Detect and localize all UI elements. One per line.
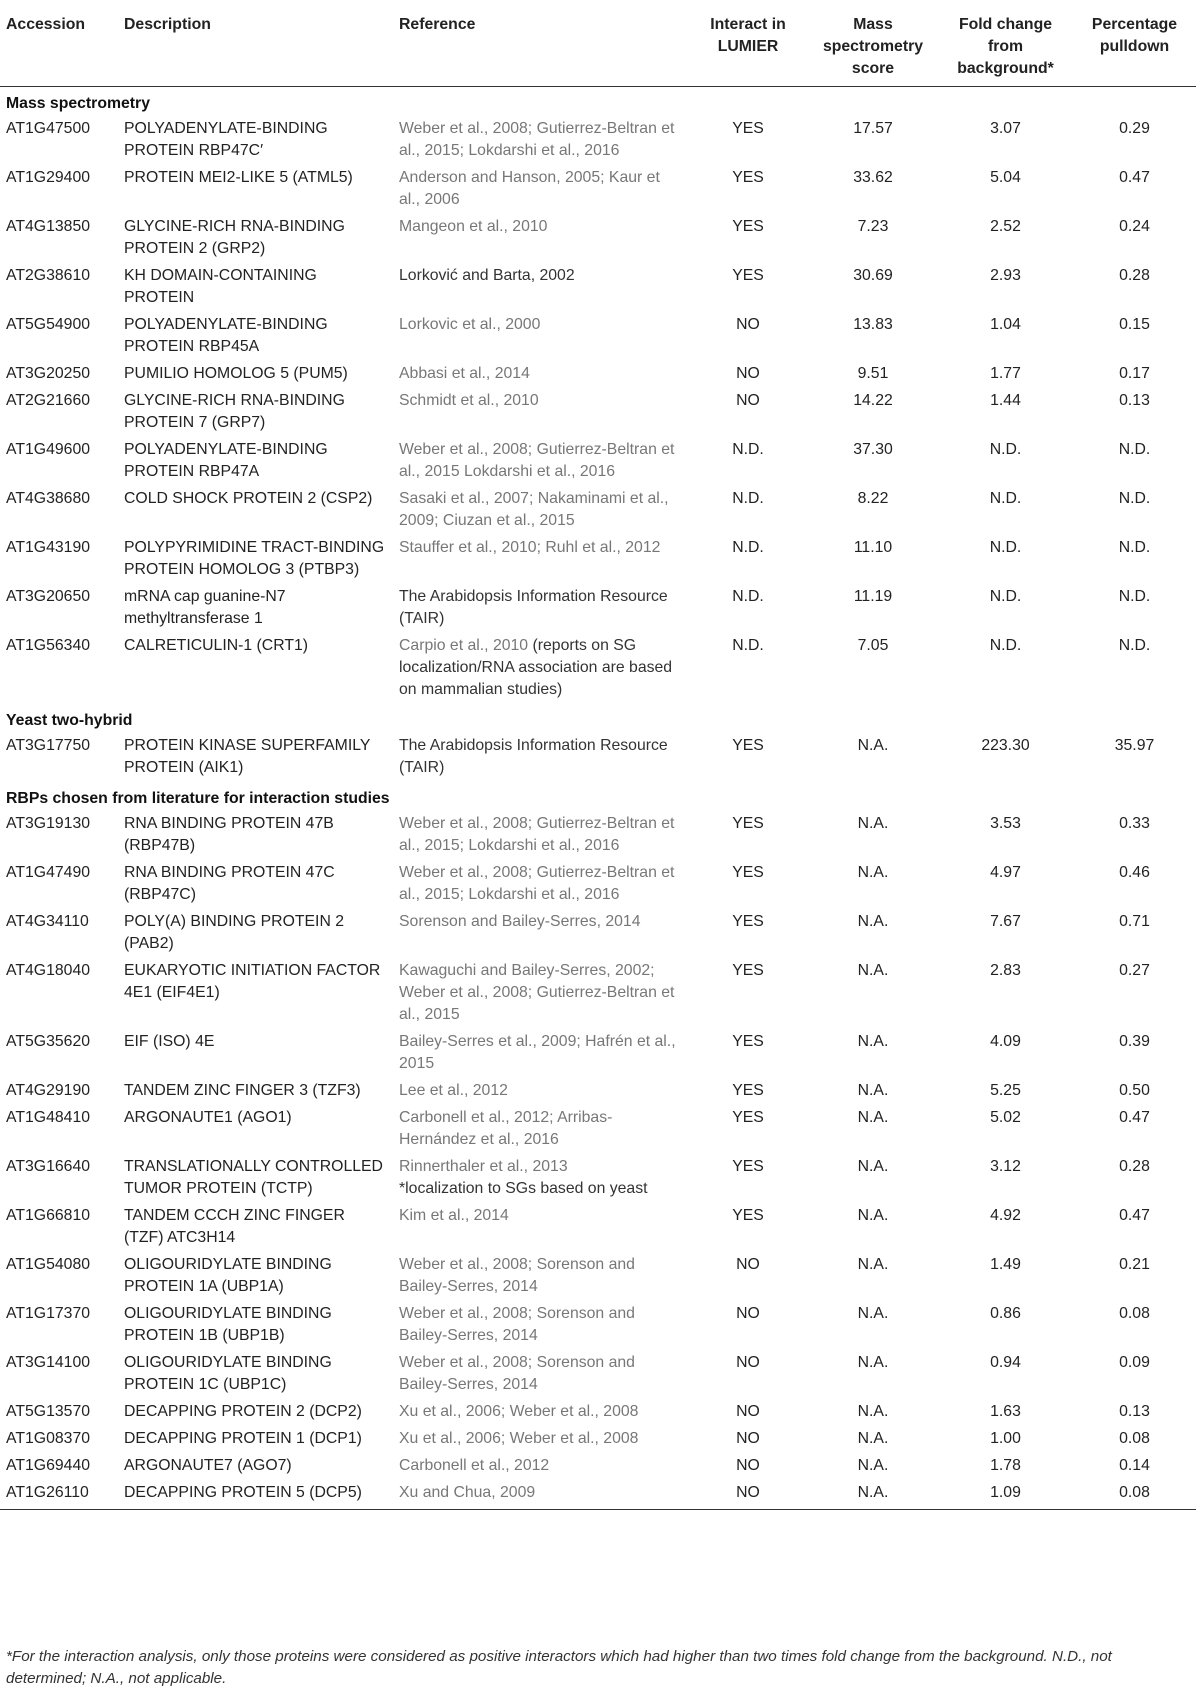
lumier-cell: YES [732,169,764,186]
section-header-row [0,704,1196,733]
accession-cell: AT1G56340 [6,637,91,654]
table-row [0,633,1196,704]
fold-change-cell: 4.97 [990,864,1021,881]
reference-cell [393,361,688,388]
fold-change-cell: N.D. [989,637,1022,654]
percentage-cell: 0.33 [1119,815,1150,832]
description-cell: PUMILIO HOMOLOG 5 (PUM5) [124,365,348,382]
percentage-cell: 0.08 [1119,1305,1150,1322]
description-cell: TANDEM ZINC FINGER 3 (TZF3) [124,1082,361,1099]
ms-score-cell: 11.19 [853,588,893,605]
fold-change-cell: 1.00 [990,1430,1021,1447]
fold-change-cell: 1.09 [938,1480,1073,1510]
percentage-cell: N.D. [1118,588,1151,605]
ms-score-cell: 11.10 [853,539,893,556]
description-cell: ARGONAUTE7 (AGO7) [124,1457,292,1474]
reference-text: Kawaguchi and Bailey-Serres, 2002; Weber et al., 2008; Gutierrez-Beltran et al., 2015 [399,962,675,1023]
lumier-cell: YES [732,1109,764,1126]
accession-cell: AT4G18040 [6,962,91,979]
reference-text: Carpio et al., 2010 [399,637,529,654]
reference-text: Weber et al., 2008; Gutierrez-Beltran et al., 2015; Lokdarshi et al., 2016 [399,864,675,903]
reference-cell [393,1029,688,1078]
fold-change-cell: 4.92 [990,1207,1021,1224]
ms-score-cell: N.A. [857,1033,889,1050]
fold-change-cell: 3.07 [990,120,1021,137]
table-row [0,811,1196,860]
lumier-cell: YES [732,120,764,137]
table-row [0,1252,1196,1301]
percentage-cell: 0.29 [1119,120,1150,137]
description-cell: POLYADENYLATE-BINDING PROTEIN RBP47C′ [124,120,328,159]
fold-change-cell: N.D. [989,539,1022,556]
percentage-cell: 0.27 [1119,962,1150,979]
percentage-cell: N.D. [1118,539,1151,556]
accession-cell: AT1G47490 [6,864,91,881]
table-row [0,437,1196,486]
lumier-cell: YES [732,1033,764,1050]
fold-change-cell: 1.44 [990,392,1021,409]
accession-cell: AT5G35620 [6,1033,91,1050]
description-cell: CALRETICULIN-1 (CRT1) [124,637,309,654]
reference-cell [393,958,688,1029]
reference-text: Weber et al., 2008; Sorenson and Bailey-Serres, 2014 [399,1305,635,1344]
reference-text: Mangeon et al., 2010 [399,218,548,235]
section-title: Yeast two-hybrid [6,712,133,729]
fold-change-cell: 2.93 [990,267,1021,284]
ms-score-cell: 7.23 [857,218,889,235]
table-row [0,388,1196,437]
accession-cell: AT3G20650 [6,588,91,605]
accession-cell: AT1G66810 [6,1207,91,1224]
section-title: Mass spectrometry [6,95,150,112]
table-body [0,87,1196,1510]
accession-cell: AT3G17750 [6,737,91,754]
reference-cell [393,1301,688,1350]
table-row [0,1029,1196,1078]
table-row [0,1154,1196,1203]
description-cell: POLYPYRIMIDINE TRACT-BINDING PROTEIN HOMOLOG 3 (PTBP3) [124,539,385,578]
lumier-cell: NO [736,1430,760,1447]
lumier-cell: YES [732,913,764,930]
reference-text: Stauffer et al., 2010; Ruhl et al., 2012 [399,539,661,556]
header-description: Description [118,4,393,87]
reference-cell [393,1399,688,1426]
accession-cell: AT1G48410 [6,1109,91,1126]
table-row [0,1399,1196,1426]
accession-cell: AT1G47500 [6,120,91,137]
lumier-cell: YES [732,815,764,832]
header-reference: Reference [393,4,688,87]
ms-score-cell: 9.51 [857,365,889,382]
accession-cell: AT1G69440 [6,1457,91,1474]
description-cell: POLYADENYLATE-BINDING PROTEIN RBP45A [124,316,328,355]
accession-cell: AT5G54900 [6,316,91,333]
ms-score-cell: N.A. [857,1207,889,1224]
reference-cell [393,1105,688,1154]
reference-cell [393,165,688,214]
description-cell: COLD SHOCK PROTEIN 2 (CSP2) [124,490,373,507]
reference-cell [393,312,688,361]
header-ms-score: Mass spectrometry score [808,4,938,87]
description-cell: DECAPPING PROTEIN 2 (DCP2) [124,1403,362,1420]
fold-change-cell: 5.25 [990,1082,1021,1099]
lumier-cell: N.D. [732,637,764,654]
fold-change-cell: 5.04 [990,169,1021,186]
section-header-row [0,87,1196,117]
ms-score-cell: N.A. [857,1457,889,1474]
lumier-cell: YES [732,1158,764,1175]
table-row [0,214,1196,263]
ms-score-cell: N.A. [857,1256,889,1273]
fold-change-cell: 0.86 [990,1305,1021,1322]
fold-change-cell: 0.94 [990,1354,1021,1371]
reference-text: Sorenson and Bailey-Serres, 2014 [399,913,641,930]
table-row [0,909,1196,958]
reference-cell [393,1350,688,1399]
fold-change-cell: 1.77 [990,365,1021,382]
table-row [0,1078,1196,1105]
ms-score-cell: N.A. [857,1158,889,1175]
percentage-cell: 0.39 [1119,1033,1150,1050]
percentage-cell: N.D. [1118,490,1151,507]
description-cell: mRNA cap guanine-N7 methyltransferase 1 [124,588,286,627]
fold-change-cell: 223.30 [981,737,1030,754]
fold-change-cell: 3.53 [990,815,1021,832]
reference-text: Weber et al., 2008; Gutierrez-Beltran et al., 2015; Lokdarshi et al., 2016 [399,815,675,854]
table-row [0,312,1196,361]
table-row [0,958,1196,1029]
ms-score-cell: N.A. [857,737,889,754]
reference-cell [393,1078,688,1105]
percentage-cell: 0.47 [1119,169,1150,186]
reference-text: Abbasi et al., 2014 [399,365,530,382]
accession-cell: AT2G38610 [6,267,91,284]
reference-text: Xu et al., 2006; Weber et al., 2008 [399,1430,639,1447]
table-row [0,165,1196,214]
reference-cell [393,733,688,782]
table-row [0,1203,1196,1252]
ms-score-cell: N.A. [857,1354,889,1371]
description-cell: POLY(A) BINDING PROTEIN 2 (PAB2) [124,913,345,952]
lumier-cell: N.D. [732,588,764,605]
percentage-cell: 0.28 [1119,1158,1150,1175]
percentage-cell: 35.97 [1114,737,1155,754]
description-cell: GLYCINE-RICH RNA-BINDING PROTEIN 2 (GRP2) [124,218,345,257]
table-row [0,1350,1196,1399]
accession-cell: AT1G43190 [6,539,91,556]
reference-cell [393,437,688,486]
reference-text: Xu et al., 2006; Weber et al., 2008 [399,1403,639,1420]
header-fold-change: Fold change from background* [938,4,1073,87]
reference-text: Kim et al., 2014 [399,1207,509,1224]
accession-cell: AT2G21660 [6,392,91,409]
percentage-cell: 0.13 [1119,1403,1150,1420]
lumier-cell: N.D. [732,441,764,458]
accession-cell: AT3G19130 [6,815,91,832]
ms-score-cell: N.A. [857,1109,889,1126]
header-accession: Accession [0,4,118,87]
lumier-cell: NO [736,316,760,333]
percentage-cell: 0.14 [1119,1457,1150,1474]
reference-cell [393,1480,688,1510]
lumier-cell: NO [736,1354,760,1371]
reference-cell [393,584,688,633]
fold-change-cell: N.D. [989,588,1022,605]
ms-score-cell: 14.22 [853,392,893,409]
table-row [0,733,1196,782]
percentage-cell: N.D. [1118,637,1151,654]
section-title: RBPs chosen from literature for interaction studies [6,790,390,807]
reference-cell [393,860,688,909]
accession-cell: AT1G17370 [6,1305,91,1322]
accession-cell: AT3G16640 [6,1158,91,1175]
ms-score-cell: N.A. [857,913,889,930]
fold-change-cell: N.D. [989,441,1022,458]
reference-cell [393,535,688,584]
accession-cell: AT1G49600 [6,441,91,458]
reference-cell [393,214,688,263]
reference-cell [393,388,688,437]
reference-cell [393,633,688,704]
accession-cell: AT4G34110 [6,913,89,930]
fold-change-cell: 1.49 [990,1256,1021,1273]
accession-cell: AT3G20250 [6,365,91,382]
reference-text: Anderson and Hanson, 2005; Kaur et al., 2006 [399,169,660,208]
fold-change-cell: 2.52 [990,218,1021,235]
header-interact-lumier: Interact in LUMIER [688,4,808,87]
lumier-cell: NO [688,1480,808,1510]
table-row [0,1301,1196,1350]
ms-score-cell: 30.69 [853,267,893,284]
ms-score-cell: 33.62 [853,169,893,186]
reference-note: *localization to SGs based on yeast [399,1180,648,1197]
description-cell: GLYCINE-RICH RNA-BINDING PROTEIN 7 (GRP7) [124,392,345,431]
reference-text: The Arabidopsis Information Resource (TAIR) [399,737,668,776]
reference-text: The Arabidopsis Information Resource (TAIR) [399,588,668,627]
percentage-cell: 0.28 [1119,267,1150,284]
section-header-row [0,782,1196,811]
accession-cell: AT3G14100 [6,1354,91,1371]
description-cell: OLIGOURIDYLATE BINDING PROTEIN 1A (UBP1A) [124,1256,332,1295]
lumier-cell: YES [732,962,764,979]
description-cell: OLIGOURIDYLATE BINDING PROTEIN 1B (UBP1B) [124,1305,332,1344]
description-cell: ARGONAUTE1 (AGO1) [124,1109,292,1126]
reference-cell [393,486,688,535]
reference-cell [393,263,688,312]
reference-text: Bailey-Serres et al., 2009; Hafrén et al., 2015 [399,1033,676,1072]
header-percentage-pulldown: Percentage pulldown [1073,4,1196,87]
reference-text: Carbonell et al., 2012; Arribas-Hernández et al., 2016 [399,1109,613,1148]
ms-score-cell: 13.83 [853,316,893,333]
table-row [0,1105,1196,1154]
protein-interaction-table [0,4,1196,1510]
percentage-cell: 0.71 [1119,913,1150,930]
description-cell: PROTEIN MEI2-LIKE 5 (ATML5) [124,169,353,186]
table-row [0,860,1196,909]
reference-text: Weber et al., 2008; Sorenson and Bailey-Serres, 2014 [399,1354,635,1393]
fold-change-cell: 7.67 [990,913,1021,930]
reference-cell [393,909,688,958]
reference-text: Weber et al., 2008; Gutierrez-Beltran et al., 2015; Lokdarshi et al., 2016 [399,120,675,159]
fold-change-cell: 1.63 [990,1403,1021,1420]
table-row [0,1480,1196,1510]
accession-cell: AT4G38680 [6,490,91,507]
lumier-cell: YES [732,864,764,881]
percentage-cell: 0.09 [1119,1354,1150,1371]
accession-cell: AT4G29190 [6,1082,91,1099]
ms-score-cell: N.A. [857,1430,889,1447]
accession-cell: AT4G13850 [6,218,91,235]
lumier-cell: YES [732,737,764,754]
table-row [0,116,1196,165]
reference-cell [393,811,688,860]
description-cell: EUKARYOTIC INITIATION FACTOR 4E1 (EIF4E1) [124,962,381,1001]
percentage-cell: 0.17 [1119,365,1150,382]
accession-cell: AT1G26110 [0,1480,118,1510]
ms-score-cell: 17.57 [853,120,893,137]
reference-text: Lorkovic et al., 2000 [399,316,541,333]
fold-change-cell: 4.09 [990,1033,1021,1050]
table-row [0,584,1196,633]
reference-text: Weber et al., 2008; Sorenson and Bailey-Serres, 2014 [399,1256,635,1295]
table-row [0,263,1196,312]
reference-cell [393,1453,688,1480]
lumier-cell: YES [732,1207,764,1224]
ms-score-cell: N.A. [808,1480,938,1510]
ms-score-cell: N.A. [857,1403,889,1420]
accession-cell: AT1G08370 [6,1430,91,1447]
percentage-cell: 0.47 [1119,1207,1150,1224]
ms-score-cell: 8.22 [857,490,889,507]
fold-change-cell: N.D. [989,490,1022,507]
reference-text: Xu and Chua, 2009 [399,1484,536,1501]
ms-score-cell: N.A. [857,1082,889,1099]
reference-text: Lee et al., 2012 [399,1082,508,1099]
fold-change-cell: 2.83 [990,962,1021,979]
ms-score-cell: N.A. [857,815,889,832]
lumier-cell: YES [732,1082,764,1099]
reference-text: Sasaki et al., 2007; Nakaminami et al., 2009; Ciuzan et al., 2015 [399,490,669,529]
reference-text: Weber et al., 2008; Gutierrez-Beltran et al., 2015 Lokdarshi et al., 2016 [399,441,675,480]
lumier-cell: YES [732,218,764,235]
ms-score-cell: N.A. [857,1305,889,1322]
reference-text: Rinnerthaler et al., 2013 [399,1158,568,1175]
table-row [0,361,1196,388]
description-cell: OLIGOURIDYLATE BINDING PROTEIN 1C (UBP1C) [124,1354,332,1393]
reference-text: Carbonell et al., 2012 [399,1457,550,1474]
ms-score-cell: 37.30 [853,441,893,458]
lumier-cell: NO [736,1403,760,1420]
reference-cell [393,1203,688,1252]
lumier-cell: NO [736,1305,760,1322]
fold-change-cell: 1.78 [990,1457,1021,1474]
description-cell: TRANSLATIONALLY CONTROLLED TUMOR PROTEIN (TCTP) [124,1158,383,1197]
description-cell: PROTEIN KINASE SUPERFAMILY PROTEIN (AIK1) [124,737,371,776]
lumier-cell: N.D. [732,490,764,507]
fold-change-cell: 5.02 [990,1109,1021,1126]
accession-cell: AT1G29400 [6,169,91,186]
table-row [0,535,1196,584]
description-cell: RNA BINDING PROTEIN 47C (RBP47C) [124,864,335,903]
percentage-cell: 0.47 [1119,1109,1150,1126]
reference-cell [393,1154,688,1203]
description-cell: POLYADENYLATE-BINDING PROTEIN RBP47A [124,441,328,480]
fold-change-cell: 3.12 [990,1158,1021,1175]
ms-score-cell: 7.05 [857,637,889,654]
table-row [0,1426,1196,1453]
percentage-cell: 0.15 [1119,316,1150,333]
percentage-cell: 0.24 [1119,218,1150,235]
lumier-cell: YES [732,267,764,284]
reference-cell [393,1426,688,1453]
table-footnote: *For the interaction analysis, only those proteins were considered as positive interactors which had higher than two times fold change from the background. N.D., not determined; N.A., not applicable. [6,1648,1112,1687]
table-row [0,486,1196,535]
percentage-cell: N.D. [1118,441,1151,458]
ms-score-cell: N.A. [857,962,889,979]
table-header [0,4,1196,87]
description-cell: DECAPPING PROTEIN 1 (DCP1) [124,1430,362,1447]
reference-text: Schmidt et al., 2010 [399,392,539,409]
lumier-cell: NO [736,1457,760,1474]
reference-cell [393,1252,688,1301]
lumier-cell: N.D. [732,539,764,556]
description-cell: KH DOMAIN-CONTAINING PROTEIN [124,267,317,306]
table-row [0,1453,1196,1480]
lumier-cell: NO [736,392,760,409]
fold-change-cell: 1.04 [990,316,1021,333]
description-cell: EIF (ISO) 4E [124,1033,215,1050]
reference-cell [393,116,688,165]
percentage-cell: 0.08 [1073,1480,1196,1510]
reference-note: (reports on SG localization/RNA association are based on mammalian studies) [399,637,673,698]
description-cell: RNA BINDING PROTEIN 47B (RBP47B) [124,815,334,854]
accession-cell: AT5G13570 [6,1403,91,1420]
reference-text: Lorković and Barta, 2002 [399,267,575,284]
lumier-cell: NO [736,1256,760,1273]
accession-cell: AT1G54080 [6,1256,91,1273]
ms-score-cell: N.A. [857,864,889,881]
description-cell: TANDEM CCCH ZINC FINGER (TZF) ATC3H14 [124,1207,345,1246]
percentage-cell: 0.21 [1119,1256,1150,1273]
lumier-cell: NO [736,365,760,382]
description-cell: DECAPPING PROTEIN 5 (DCP5) [118,1480,393,1510]
percentage-cell: 0.50 [1119,1082,1150,1099]
percentage-cell: 0.46 [1119,864,1150,881]
percentage-cell: 0.13 [1119,392,1150,409]
percentage-cell: 0.08 [1119,1430,1150,1447]
